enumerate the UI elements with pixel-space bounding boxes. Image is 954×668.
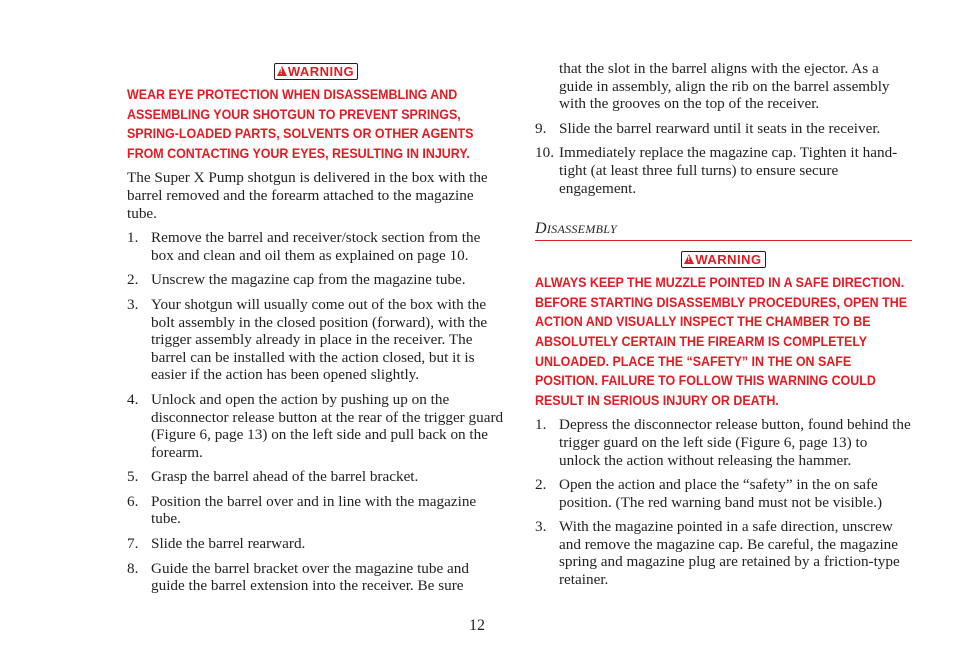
page-number: 12 bbox=[469, 617, 485, 634]
step-text: Remove the barrel and receiver/stock section from the box and clean and oil them as explained on page 10. bbox=[151, 229, 481, 264]
warning-triangle-icon bbox=[684, 254, 694, 264]
step-item bbox=[535, 416, 912, 469]
step-text: Immediately replace the magazine cap. Tighten it hand-tight (at least three full turns) to ensure secure engagement. bbox=[559, 144, 898, 197]
step-item bbox=[127, 468, 505, 486]
warning-triangle-icon bbox=[277, 66, 287, 76]
warning-text: WEAR EYE PROTECTION WHEN DISASSEMBLING AND ASSEMBLING YOUR SHOTGUN TO PREVENT SPRINGS, SPRING-LOADED PARTS, SOLVENTS OR OTHER AGENTS FROM CONTACTING YOUR EYES, RESULTING IN INJURY. bbox=[127, 87, 474, 161]
section-heading-disassembly: DISASSEMBLY bbox=[535, 220, 912, 241]
warning-label: WARNING bbox=[287, 64, 355, 79]
step-number: 3. bbox=[535, 518, 547, 536]
step-number: 5. bbox=[127, 468, 139, 486]
step-number: 1. bbox=[127, 229, 139, 247]
step-text: Grasp the barrel ahead of the barrel bracket. bbox=[151, 468, 419, 486]
intro-paragraph: The Super X Pump shotgun is delivered in the box with the barrel removed and the forearm attached to the magazine tube. bbox=[127, 169, 488, 222]
step-text: Guide the barrel bracket over the magazine tube and guide the barrel extension into the receiver. Be sure bbox=[151, 559, 469, 595]
disassembly-steps bbox=[535, 416, 912, 588]
step-number: 7. bbox=[127, 535, 139, 553]
step-number: 8. bbox=[127, 559, 139, 577]
warning-label: WARNING bbox=[695, 252, 762, 268]
step-item bbox=[535, 120, 912, 138]
right-column bbox=[535, 60, 912, 596]
step-text: Position the barrel over and in line with the magazine tube. bbox=[151, 492, 477, 528]
step-text: Depress the disconnector release button, found behind the trigger guard on the left side (Figure 6, page 13) to unlock the action without releasing the hammer. bbox=[559, 416, 911, 469]
step-number: 9. bbox=[535, 119, 547, 137]
step-number: 2. bbox=[127, 271, 139, 289]
step-item bbox=[535, 144, 912, 197]
step-item bbox=[127, 493, 505, 528]
assembly-steps-continued bbox=[535, 120, 912, 197]
step-item bbox=[127, 535, 505, 553]
step-item bbox=[127, 296, 505, 384]
step-item bbox=[535, 518, 912, 588]
step-number: 2. bbox=[535, 476, 547, 494]
step-text: With the magazine pointed in a safe direction, unscrew and remove the magazine cap. Be careful, the magazine spring and magazine plug are retained by a friction-type retainer. bbox=[559, 518, 900, 589]
step-number: 6. bbox=[127, 492, 139, 510]
step-item bbox=[127, 391, 505, 461]
step-item bbox=[127, 229, 505, 264]
step-item bbox=[127, 271, 505, 289]
step-number: 3. bbox=[127, 295, 139, 313]
step-number: 1. bbox=[535, 416, 547, 434]
warning-box-wrap bbox=[535, 251, 912, 269]
step-text: Your shotgun will usually come out of the box with the bolt assembly in the closed position (forward), with the trigger assembly already in place in the receiver. The barrel can be installed with the action closed, but it is easier if the action has been opened slightly. bbox=[151, 295, 488, 384]
step-text: Unlock and open the action by pushing up on the disconnector release button at the rear of the trigger guard (Figure 6, page 13) on the left side and pull back on the forearm. bbox=[151, 390, 504, 461]
warning-text: ALWAYS KEEP THE MUZZLE POINTED IN A SAFE DIRECTION. BEFORE STARTING DISASSEMBLY PROCEDURES, OPEN THE ACTION AND VISUALLY INSPECT THE CHAMBER TO BE ABSOLUTELY CERTAIN THE FIREARM IS COMPLETELY UNLOADED. PLACE THE “SAFETY” IN THE ON SAFE POSITION. FAILURE TO FOLLOW THIS WARNING COULD RESULT IN SERIOUS INJURY OR DEATH. bbox=[535, 275, 908, 408]
step-text: Open the action and place the “safety” in the on safe position. (The red warning band must not be visible.) bbox=[559, 476, 883, 511]
step-text: Slide the barrel rearward. bbox=[151, 535, 306, 553]
assembly-steps bbox=[127, 229, 505, 595]
step-text: Slide the barrel rearward until it seats in the receiver. bbox=[559, 119, 881, 137]
warning-box-wrap bbox=[127, 63, 505, 81]
step-number: 4. bbox=[127, 390, 139, 408]
warning-box bbox=[681, 251, 765, 268]
step-text: Unscrew the magazine cap from the magazine tube. bbox=[151, 271, 466, 289]
warning-box bbox=[274, 63, 358, 80]
step-8-continuation: that the slot in the barrel aligns with the ejector. As a guide in assembly, align the rib on the barrel assembly with the grooves on the top of the receiver. bbox=[559, 60, 890, 113]
step-item bbox=[127, 560, 505, 595]
left-column bbox=[127, 60, 505, 602]
step-item bbox=[535, 476, 912, 511]
step-number: 10. bbox=[535, 144, 554, 162]
